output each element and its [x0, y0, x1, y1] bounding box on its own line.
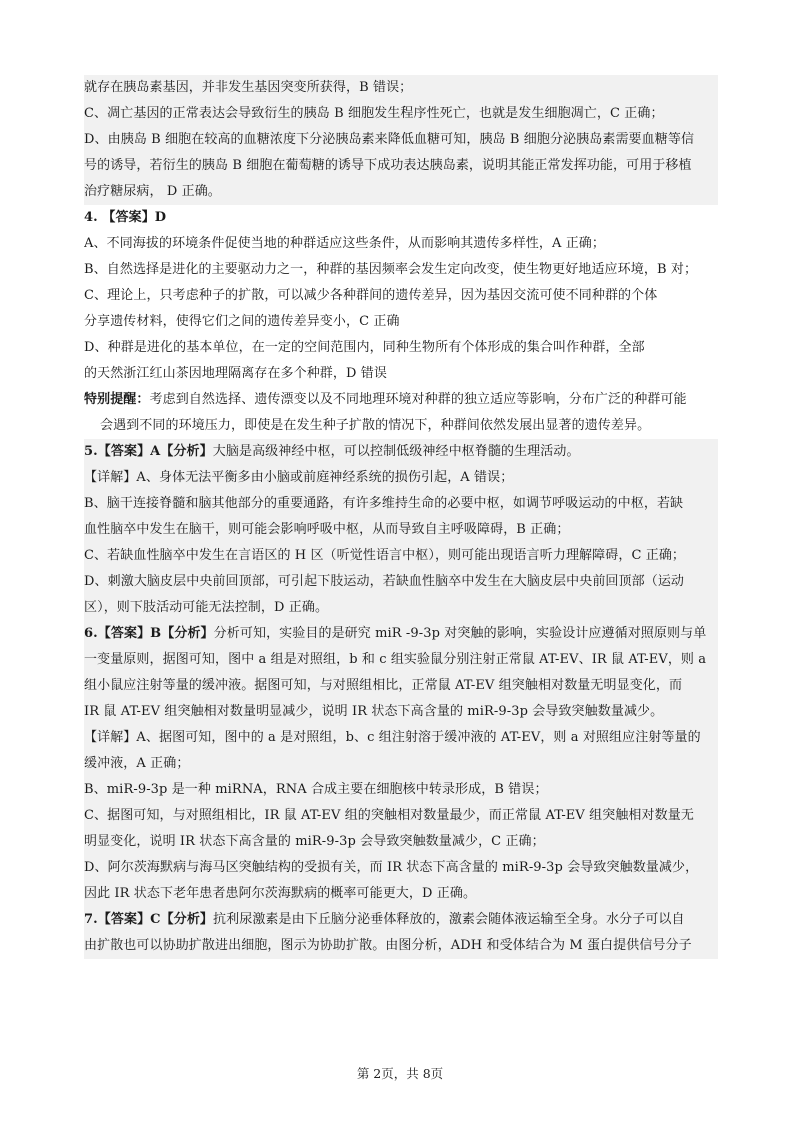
- text-line: D、种群是进化的基本单位，在一定的空间范围内，同种生物所有个体形成的集合叫作种群，全部: [84, 340, 645, 355]
- text-line: A、不同海拔的环境条件促使当地的种群适应这些条件，从而影响其遗传多样性，A 正确；: [84, 236, 606, 251]
- text-line: C、理论上，只考虑种子的扩散，可以减少各种群间的遗传差异，因为基因交流可使不同种群的个体: [84, 288, 658, 303]
- text-line: 4. 【答案】D: [84, 210, 167, 225]
- text-line: 号的诱导，若衍生的胰岛 B 细胞在葡萄糖的诱导下成功表达胰岛素，说明其能正常发挥功能，可用于移植: [84, 153, 718, 179]
- text-line: B、miR-9-3p 是一种 miRNA，RNA 合成主要在细胞核中转录形成，B 错误；: [84, 777, 718, 803]
- text-line: [84, 439, 718, 465]
- text-line: D、阿尔茨海默病与海马区突触结构的受损有关，而 IR 状态下高含量的 miR-9-3p 会导致突触数量减少，: [84, 855, 718, 881]
- text-line: 缓冲液，A 正确；: [84, 751, 718, 777]
- text-line: B、自然选择是进化的主要驱动力之一，种群的基因频率会发生定向改变，使生物更好地适应环境，B 对；: [84, 262, 698, 277]
- text-line: 的天然浙江红山茶因地理隔离存在多个种群，D 错误: [84, 366, 387, 381]
- line-lead: 6.【答案】B【分析】: [84, 626, 214, 641]
- text-line: C、凋亡基因的正常表达会导致衍生的胰岛 B 细胞发生程序性死亡，也就是发生细胞凋亡，C 正确；: [84, 101, 718, 127]
- text-line: D、由胰岛 B 细胞在较高的血糖浓度下分泌胰岛素来降低血糖可知，胰岛 B 细胞分泌胰岛素需要血糖等信: [84, 127, 718, 153]
- text-line: D、刺激大脑皮层中央前回顶部，可引起下肢运动，若缺血性脑卒中发生在大脑皮层中央前回顶部（运动: [84, 569, 718, 595]
- text-line: 因此 IR 状态下老年患者患阿尔茨海默病的概率可能更大，D 正确。: [84, 881, 718, 907]
- text-line: 由扩散也可以协助扩散进出细胞，图示为协助扩散。由图分析，ADH 和受体结合为 M 蛋白提供信号分子: [84, 933, 718, 959]
- page-footer: 第 2页，共 8页: [356, 1066, 444, 1081]
- text-line: [84, 387, 718, 413]
- text-line: 血性脑卒中发生在脑干，则可能会影响呼吸中枢，从而导致自主呼吸障碍，B 正确；: [84, 517, 718, 543]
- text-line: 分享遗传材料，使得它们之间的遗传差异变小，C 正确: [84, 314, 400, 329]
- text-line: 就存在胰岛素基因，并非发生基因突变所获得，B 错误；: [84, 75, 718, 101]
- text-line: C、据图可知，与对照组相比，IR 鼠 AT-EV 组的突触相对数量最少，而正常鼠 AT-EV 组突触相对数量无: [84, 803, 718, 829]
- text-line: 组小鼠应注射等量的缓冲液。据图可知，与对照组相比，正常鼠 AT-EV 组突触相对数量无明显变化，而: [84, 673, 718, 699]
- text-line: [84, 907, 718, 933]
- document-body: [84, 75, 718, 959]
- text-line: B、脑干连接脊髓和脑其他部分的重要通路，有许多维持生命的必要中枢，如调节呼吸运动的中枢，若缺: [84, 491, 718, 517]
- line-rest: 分析可知，实验目的是研究 miR -9-3p 对突触的影响，实验设计应遵循对照原则与单: [213, 626, 707, 641]
- line-lead: 特别提醒：: [84, 392, 150, 407]
- text-line: 会遇到不同的环境压力，即使是在发生种子扩散的情况下，种群间依然发展出显著的遗传差异。: [100, 418, 651, 433]
- line-lead: 5.【答案】A【分析】: [84, 444, 213, 459]
- text-line: C、若缺血性脑卒中发生在言语区的 H 区（听觉性语言中枢），则可能出现语言听力理解障碍，C 正确；: [84, 543, 718, 569]
- text-line: 【详解】A、据图可知，图中的 a 是对照组，b、c 组注射溶于缓冲液的 AT-EV，则 a 对照组应注射等量的: [84, 725, 718, 751]
- line-lead: 7.【答案】C【分析】: [84, 912, 214, 927]
- line-rest: 考虑到自然选择、遗传漂变以及不同地理环境对种群的独立适应等影响，分布广泛的种群可能: [149, 392, 687, 407]
- text-line: 一变量原则，据图可知，图中 a 组是对照组，b 和 c 组实验鼠分别注射正常鼠 AT-EV、IR 鼠 AT-EV，则 a: [84, 647, 718, 673]
- text-line: 【详解】A、身体无法平衡多由小脑或前庭神经系统的损伤引起，A 错误；: [84, 465, 718, 491]
- line-rest: 抗利尿激素是由下丘脑分泌垂体释放的，激素会随体液运输至全身。水分子可以自: [213, 912, 685, 927]
- text-line: [84, 621, 718, 647]
- text-line: 明显变化，说明 IR 状态下高含量的 miR-9-3p 会导致突触数量减少，C 正确；: [84, 829, 718, 855]
- line-rest: 大脑是高级神经中枢，可以控制低级神经中枢脊髓的生理活动。: [212, 444, 580, 459]
- text-line: 治疗糖尿病， D 正确。: [84, 179, 718, 205]
- text-line: IR 鼠 AT-EV 组突触相对数量明显减少，说明 IR 状态下高含量的 miR-9-3p 会导致突触数量减少。: [84, 699, 718, 725]
- text-line: 区），则下肢活动可能无法控制，D 正确。: [84, 595, 718, 621]
